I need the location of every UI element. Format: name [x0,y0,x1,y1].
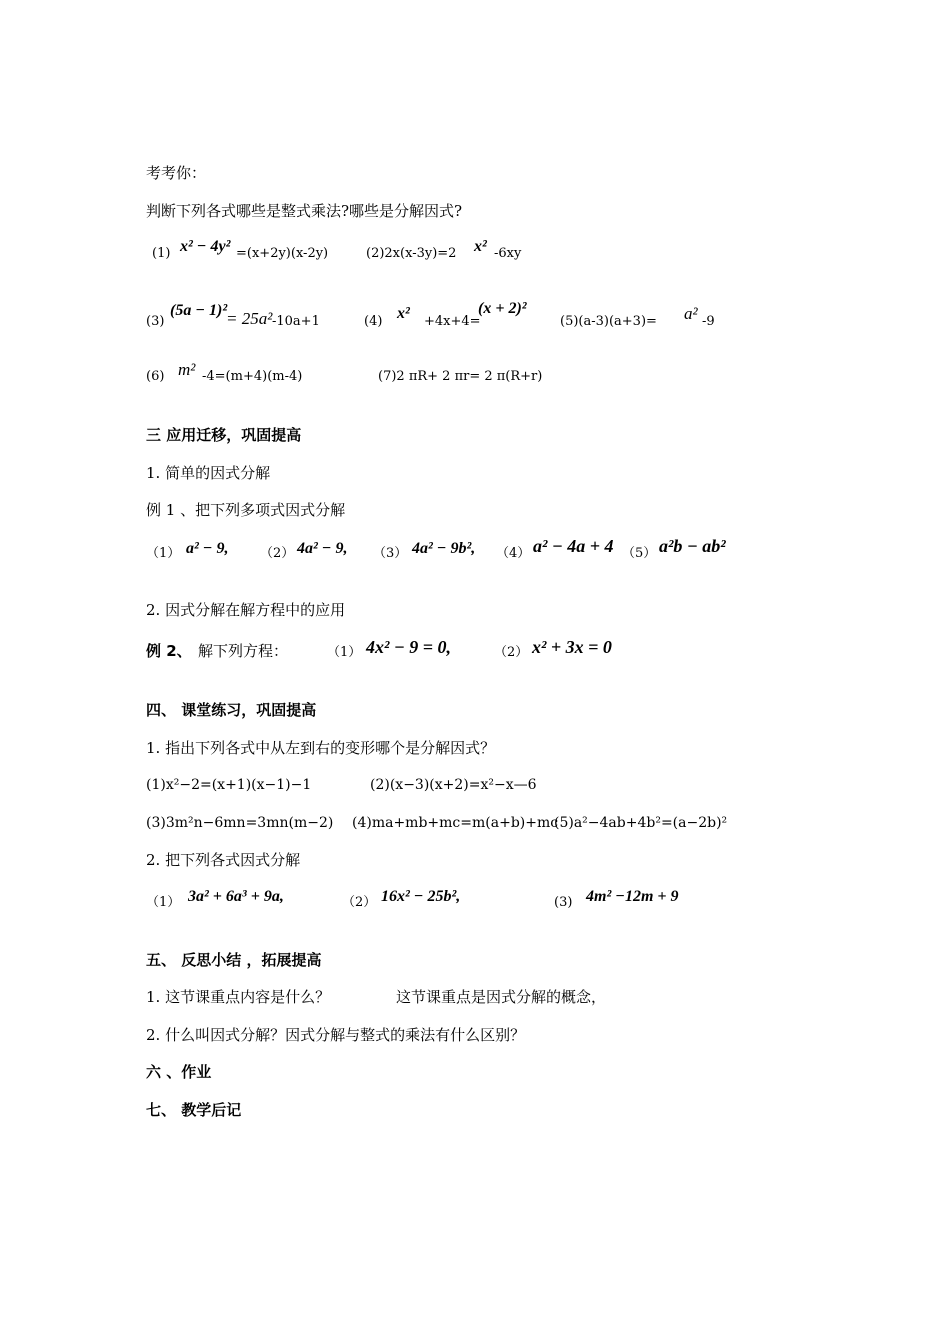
section4-q2-item-3-label: (3) [554,895,573,910]
judge-e5-text: (5)(a-3)(a+3)= [560,314,657,329]
section5-a1: 这节课重点是因式分解的概念， [396,988,607,1006]
section7-heading: 七、 教学后记 [146,1101,242,1119]
judge-e2-tail: -6xy [494,246,522,261]
section4-q1: 1. 指出下列各式中从左到右的变形哪个是分解因式？ [146,739,496,757]
section5-heading: 五、 反思小结 ，拓展提高 [146,951,322,969]
example1-item-1-math: a² − 9, [186,540,229,557]
judge-e2-math: x² [474,238,487,255]
example2-text: 解下列方程： [198,642,289,660]
section3-sub1: 1. 简单的因式分解 [146,464,271,482]
judge-e3-eq: = 25a² [226,309,273,328]
judge-e5-math: a² [684,304,698,323]
judge-e2-text: (2)2x(x-3y)=2 [366,246,457,261]
section5-q2: 2. 什么叫因式分解？因式分解与整式的乘法有什么区别？ [146,1026,526,1044]
section4-q1-row2-c: (5)a²−4ab+4b²=(a−2b)² [554,815,728,831]
judge-e6-math: m² [178,360,196,379]
example1-item-3-math: 4a² − 9b², [412,540,476,557]
example2-item-2-label: （2） [494,645,529,660]
example1-item-3-label: （3） [373,546,408,561]
judge-e3-tail: -10a+1 [272,314,320,329]
example1-item-5-label: （5） [622,546,657,561]
example2-title: 例 2、 [146,642,192,660]
section4-q2-item-2-math: 16x² − 25b², [381,888,461,905]
section4-q1-row1-b: (2)(x−3)(x+2)=x²−x—6 [370,777,537,793]
section5-q1: 1. 这节课重点内容是什么？ [146,988,331,1006]
example1-item-1-label: （1） [146,546,181,561]
intro-label: 考考你： [146,164,207,182]
section4-q1-row2-b: (4)ma+mb+mc=m(a+b)+mc [352,815,559,831]
section4-heading: 四、 课堂练习，巩固提高 [146,701,317,719]
judge-e3-math: (5a − 1)² [170,302,228,319]
example2-item-1-label: （1） [327,645,362,660]
section4-q2-item-1-math: 3a² + 6a³ + 9a, [188,888,284,905]
section4-q2-item-3-math: 4m² −12m + 9 [586,888,679,905]
section3-heading: 三 应用迁移，巩固提高 [146,426,302,444]
judge-e4-label: (4) [364,314,383,329]
judge-e6-tail: -4=(m+4)(m-4) [202,369,303,384]
judge-e1-label: (1) [152,246,171,261]
judge-e1-rhs: =(x+2y)(x-2y) [236,246,329,261]
section4-q1-row2-a: (3)3m²n−6mn=3mn(m−2) [146,815,334,831]
section6-heading: 六 、作业 [146,1063,212,1081]
judge-e4-math2: (x + 2)² [478,300,527,317]
example1-title [146,501,345,519]
judge-e1-lhs: x² − 4y² [180,238,231,255]
section4-q1-row1-a: (1)x²−2=(x+1)(x−1)−1 [146,777,312,793]
section4-q2-item-1-label: （1） [146,895,181,910]
section3-sub2: 2. 因式分解在解方程中的应用 [146,601,346,619]
example1-item-2-math: 4a² − 9, [297,540,348,557]
judge-e3-label: (3) [146,314,165,329]
judge-e6-label: (6) [146,369,165,384]
example1-item-5-math: a²b − ab² [659,536,726,556]
example1-item-4-label: （4） [496,546,531,561]
example1-item-4-math: a² − 4a + 4 [533,536,614,556]
judge-e7-text: (7)2 πR+ 2 πr= 2 π(R+r) [378,369,543,384]
example1-title-text: 例 1 、把下列多项式因式分解 [146,501,346,519]
example2-item-2-math: x² + 3x = 0 [532,637,612,657]
judge-e5-tail: -9 [702,314,715,329]
judge-e4-mid: +4x+4= [424,314,481,329]
judge-e4-math: x² [397,305,410,322]
example2-item-1-math: 4x² − 9 = 0, [366,637,452,657]
intro-question: 判断下列各式哪些是整式乘法?哪些是分解因式? [146,202,463,220]
section4-q2-item-2-label: （2） [342,895,377,910]
section4-q2: 2. 把下列各式因式分解 [146,851,301,869]
example1-item-2-label: （2） [260,546,295,561]
